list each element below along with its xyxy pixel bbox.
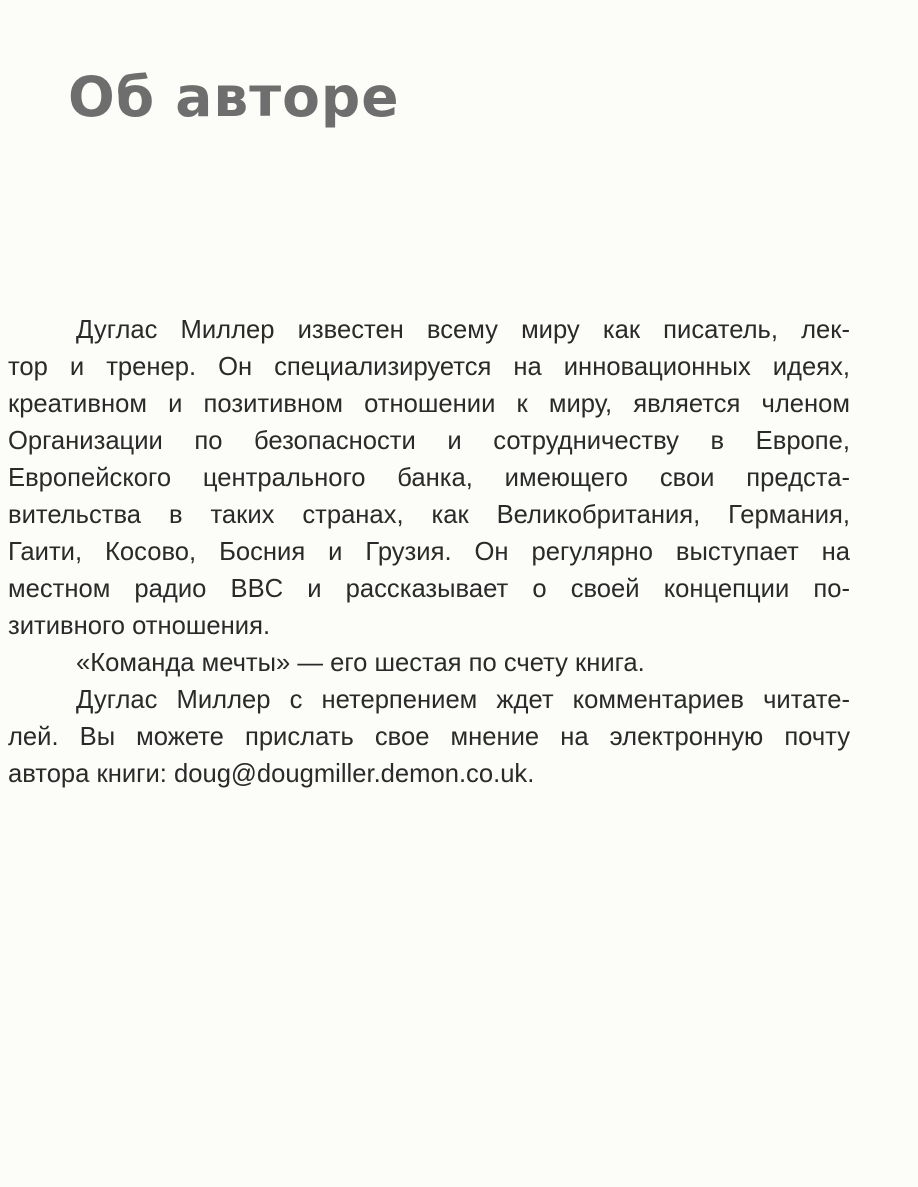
paragraph-1-line-6: вительства в таких странах, как Великобритания, Германия, (8, 501, 850, 529)
paragraph-1-line-5: Европейского центрального банка, имеющего свои предста- (8, 464, 850, 492)
paragraph-1-line-8: местном радио BBC и рассказывает о своей концепции по- (8, 575, 850, 603)
paragraph-1-line-7: Гаити, Косово, Босния и Грузия. Он регулярно выступает на (8, 538, 850, 566)
paragraph-2-line-1: «Команда мечты» — его шестая по счету книга. (76, 649, 645, 677)
paragraph-3-line-1: Дуглас Миллер с нетерпением ждет комментариев читате- (76, 686, 850, 714)
paragraph-1-line-3: креативном и позитивном отношении к миру, является членом (8, 390, 850, 418)
paragraph-3-line-2: лей. Вы можете прислать свое мнение на электронную почту (8, 723, 850, 751)
page-title: Об авторе (68, 65, 400, 129)
about-author-text (8, 312, 850, 793)
paragraph-1-line-1: Дуглас Миллер известен всему миру как писатель, лек- (76, 316, 850, 344)
paragraph-1-line-9: зитивного отношения. (8, 612, 271, 640)
paragraph-1-line-2: тор и тренер. Он специализируется на инновационных идеях, (8, 353, 850, 381)
paragraph-3-line-3: автора книги: doug@dougmiller.demon.co.uk. (8, 760, 535, 788)
paragraph-1-line-4: Организации по безопасности и сотрудничеству в Европе, (8, 427, 850, 455)
